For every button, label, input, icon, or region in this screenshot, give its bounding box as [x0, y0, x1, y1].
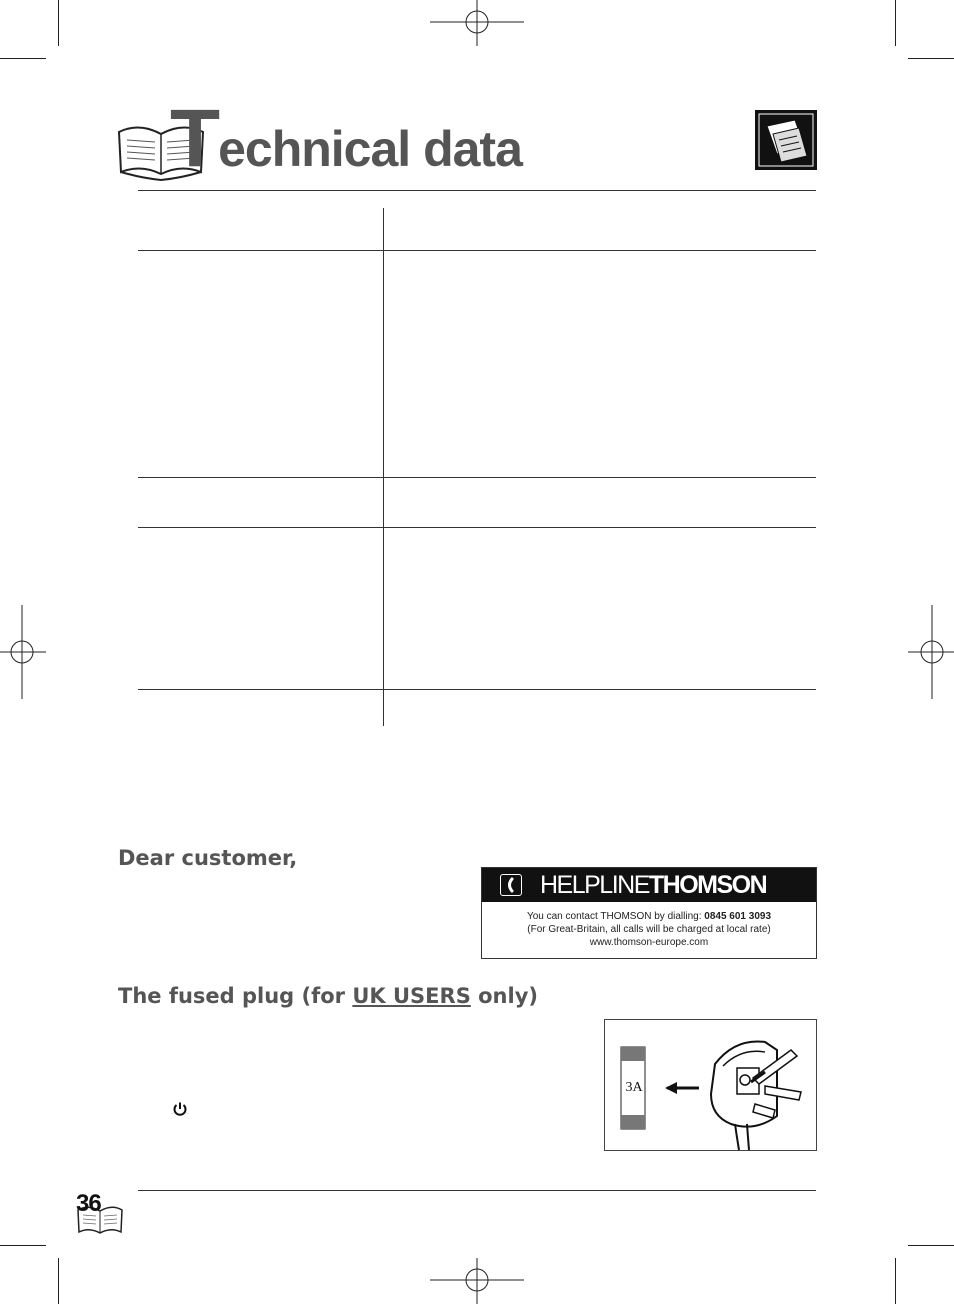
helpline-bar: [482, 868, 816, 902]
crop-mark: [58, 0, 59, 46]
table-row-rule: [138, 250, 816, 251]
registration-mark-right: [908, 605, 954, 699]
power-icon: [172, 1101, 188, 1117]
helpline-brand: THOMSON: [648, 871, 767, 899]
footer-rule: [138, 1190, 816, 1191]
registration-mark-left: [0, 605, 46, 699]
plug-figure: [604, 1019, 817, 1151]
document-icon: [755, 110, 817, 170]
crop-mark: [908, 1245, 954, 1246]
header-rule: [138, 190, 816, 191]
fused-plug-heading-suffix: only): [470, 984, 538, 1008]
table-divider: [383, 208, 384, 250]
crop-mark: [895, 1258, 896, 1304]
crop-mark: [58, 1258, 59, 1304]
table-divider: [383, 478, 384, 527]
crop-mark: [0, 58, 46, 59]
helpline-line-2: (For Great-Britain, all calls will be charged at local rate): [527, 924, 771, 935]
fuse-label: 3A: [625, 1080, 643, 1095]
fused-plug-heading: [118, 984, 538, 1008]
table-row-rule: [138, 477, 816, 478]
registration-mark-top: [430, 0, 524, 46]
helpline-website[interactable]: www.thomson-europe.com: [589, 937, 709, 948]
helpline-contact-text: You can contact THOMSON by dialling:: [526, 911, 705, 922]
crop-mark: [908, 58, 954, 59]
helpline-phone: 0845 601 3093: [704, 911, 772, 922]
helpline-label: HELPLINE: [540, 871, 649, 899]
fused-plug-heading-prefix: The fused plug (for: [118, 984, 353, 1008]
table-row-rule: [138, 527, 816, 528]
page-title: [170, 92, 522, 186]
table-divider: [383, 690, 384, 726]
crop-mark: [895, 0, 896, 46]
table-row-rule: [138, 689, 816, 690]
page-number: 36: [76, 1190, 101, 1217]
crop-mark: [0, 1245, 46, 1246]
helpline-box: [481, 867, 817, 959]
page-title-initial: T: [170, 93, 219, 184]
helpline-title: [540, 871, 766, 900]
page-title-rest: echnical data: [218, 121, 522, 177]
table-divider: [383, 251, 384, 477]
fused-plug-heading-emphasis: UK USERS: [352, 984, 471, 1008]
phone-icon: [500, 874, 522, 896]
registration-mark-bottom: [430, 1258, 524, 1304]
customer-heading: Dear customer,: [118, 846, 298, 870]
helpline-line-1: [482, 910, 816, 923]
table-divider: [383, 528, 384, 689]
